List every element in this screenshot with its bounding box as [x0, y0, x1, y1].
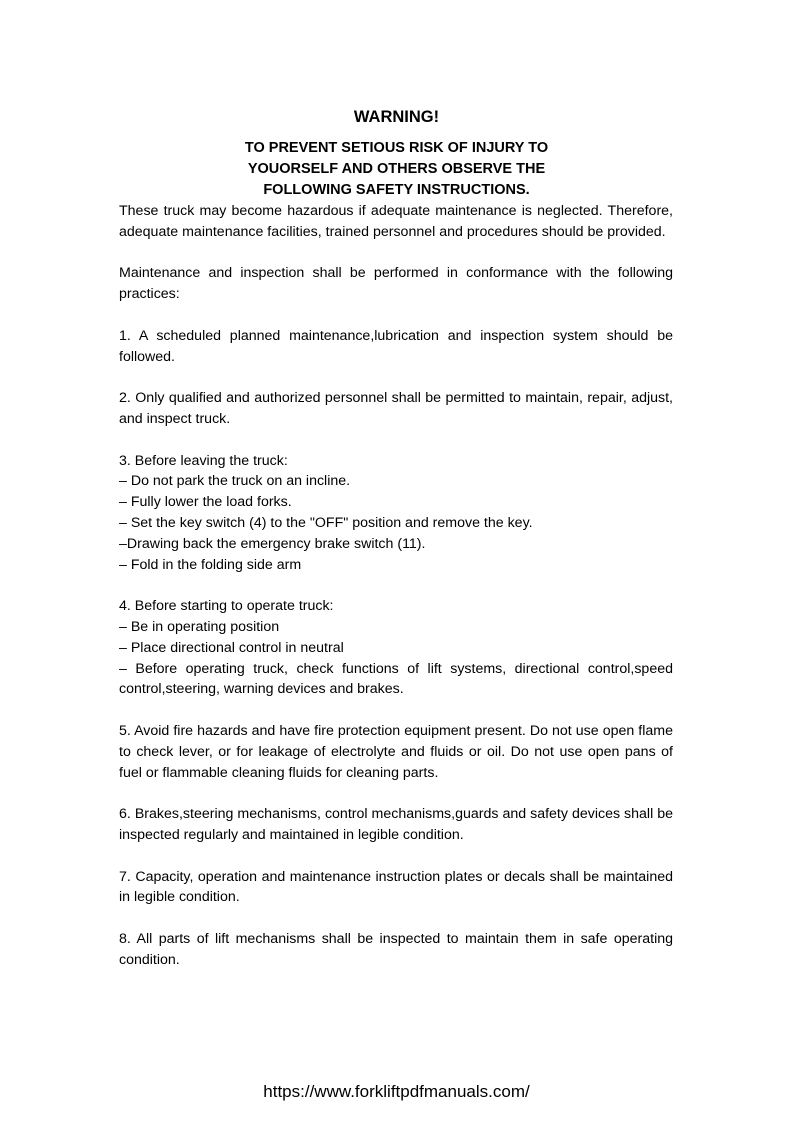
item-3-step: – Fold in the folding side arm: [119, 556, 302, 573]
subtitle-line: FOLLOWING SAFETY INSTRUCTIONS.: [263, 181, 530, 198]
instruction-item-2: 2. Only qualified and authorized personnel shall be permitted to maintain, repair, adjust, and inspect truck.: [119, 390, 673, 427]
item-3-step: – Fully lower the load forks.: [119, 494, 292, 511]
item-3-step: –Drawing back the emergency brake switch (11).: [119, 535, 426, 552]
instruction-item-1: 1. A scheduled planned maintenance,lubrication and inspection system should be followed.: [119, 327, 673, 365]
item-4-step: – Be in operating position: [119, 618, 280, 635]
subtitle-line: YOUORSELF AND OTHERS OBSERVE THE: [247, 160, 546, 177]
item-3-step: – Do not park the truck on an incline.: [119, 473, 351, 490]
footer-url: https://www.forkliftpdfmanuals.com/: [263, 1082, 530, 1101]
item-4-step: – Place directional control in neutral: [119, 639, 344, 656]
instruction-item-8: 8. All parts of lift mechanisms shall be inspected to maintain them in safe operating condition.: [119, 930, 673, 968]
warning-subtitle: [0, 138, 793, 200]
instruction-item-7: 7. Capacity, operation and maintenance instruction plates or decals shall be maintained in legible condition.: [119, 868, 673, 906]
subtitle-line: TO PREVENT SETIOUS RISK OF INJURY TO: [244, 140, 549, 156]
instruction-item-6: 6. Brakes,steering mechanisms, control mechanisms,guards and safety devices shall be inspected regularly and maintained in legible condition.: [119, 806, 673, 843]
item-4-step: – Before operating truck, check functions of lift systems, directional control,speed control,steering, warning devices and brakes.: [119, 660, 673, 698]
item-3-heading: 3. Before leaving the truck:: [119, 452, 288, 469]
item-4-heading: 4. Before starting to operate truck:: [119, 598, 334, 615]
intro-paragraph: These truck may become hazardous if adequate maintenance is neglected. Therefore, adequate maintenance facilities, trained personnel and procedures should be provided.: [119, 203, 673, 240]
instruction-item-5: 5. Avoid fire hazards and have fire protection equipment present. Do not use open flame to check lever, or for leakage of electrolyte and fluids or oil. Do not use open pans of fuel or flammable cleaning fluids for cleaning parts.: [119, 722, 673, 781]
instruction-item-4: [119, 596, 673, 700]
instruction-item-3: [119, 451, 673, 576]
practices-paragraph: Maintenance and inspection shall be performed in conformance with the following practices:: [119, 265, 673, 303]
warning-title: WARNING!: [353, 108, 440, 126]
instructions-body: [119, 201, 673, 991]
item-3-step: – Set the key switch (4) to the "OFF" position and remove the key.: [119, 514, 533, 531]
